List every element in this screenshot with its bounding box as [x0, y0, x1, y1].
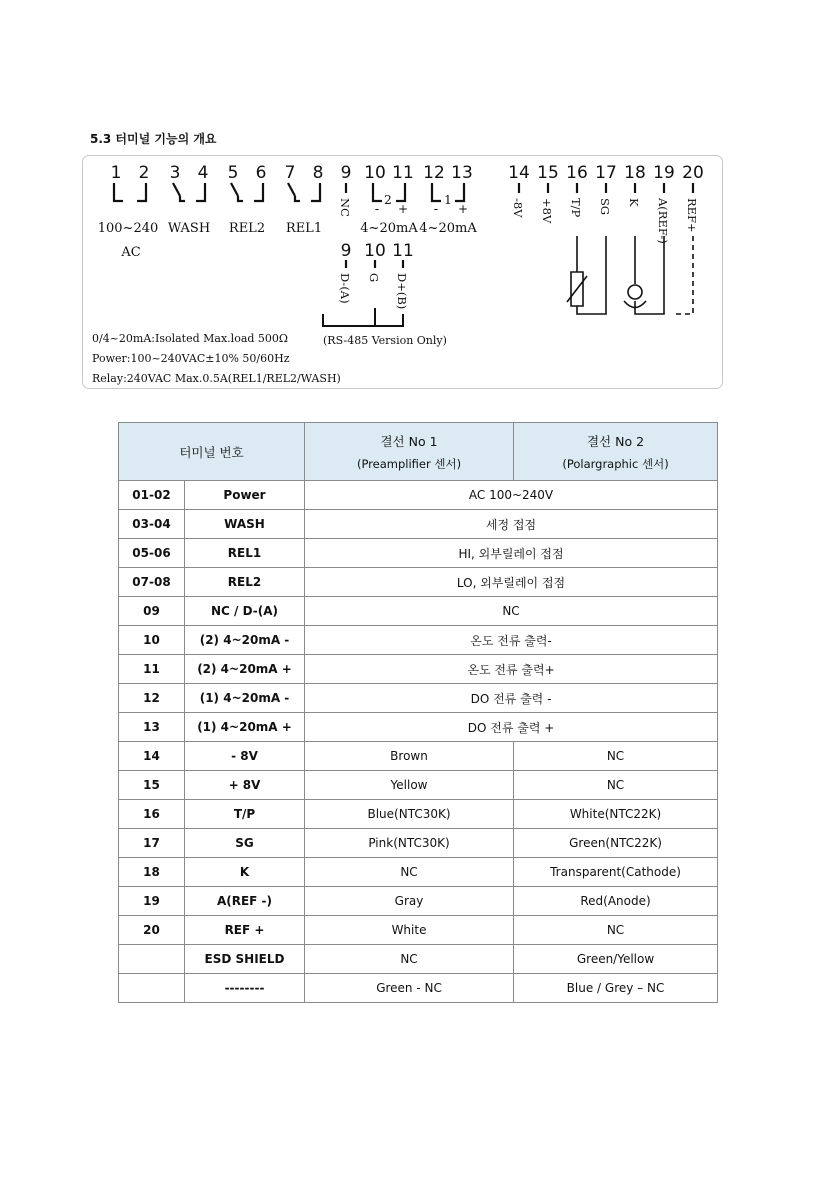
wiring-no1: NC — [305, 945, 514, 974]
terminal-number-label: 11 — [392, 163, 414, 183]
table-row — [119, 684, 718, 713]
terminal-number-label: 16 — [566, 163, 588, 183]
group-label: - — [433, 202, 439, 217]
header-col1-sub: (Preamplifier 센서) — [356, 456, 462, 471]
terminal-symbol — [137, 183, 146, 201]
group-label: 4~20mA — [360, 221, 418, 236]
table-row — [119, 626, 718, 655]
terminal-number: 20 — [119, 916, 185, 945]
table-row — [119, 916, 718, 945]
rs485-number: 11 — [392, 241, 414, 261]
terminal-symbol — [173, 183, 185, 201]
header-col2 — [514, 423, 718, 481]
wiring-no2: Green(NTC22K) — [514, 829, 718, 858]
terminal-name: (1) 4~20mA + — [185, 713, 305, 742]
terminal-function-label: A(REF-) — [656, 198, 670, 244]
terminal-number: 14 — [119, 742, 185, 771]
header-terminal: 터미널 번호 — [119, 423, 305, 481]
terminal-number: 16 — [119, 800, 185, 829]
electrode — [628, 285, 642, 299]
terminal-number-label: 12 — [423, 163, 445, 183]
wiring-no2: Transparent(Cathode) — [514, 858, 718, 887]
terminal-number: 17 — [119, 829, 185, 858]
table-row — [119, 742, 718, 771]
terminal-number — [119, 974, 185, 1003]
wire — [673, 236, 693, 314]
terminal-number: 07-08 — [119, 568, 185, 597]
terminal-name: ESD SHIELD — [185, 945, 305, 974]
terminal-symbol — [373, 183, 382, 201]
terminal-number-label: 5 — [227, 163, 239, 183]
terminal-name: REL2 — [185, 568, 305, 597]
terminal-name: + 8V — [185, 771, 305, 800]
rs485-block — [323, 241, 447, 347]
table-row — [119, 597, 718, 626]
terminal-symbol — [432, 183, 441, 201]
terminal-function: DO 전류 출력 - — [305, 684, 718, 713]
terminal-number-row — [111, 163, 704, 183]
wiring-no2: NC — [514, 771, 718, 800]
terminal-symbol — [254, 183, 263, 201]
terminal-number: 01-02 — [119, 481, 185, 510]
terminal-symbol — [114, 183, 123, 201]
table-row — [119, 510, 718, 539]
terminal-name: (1) 4~20mA - — [185, 684, 305, 713]
group-label: + — [397, 202, 409, 216]
group-label: 2 — [384, 193, 392, 207]
terminal-number: 13 — [119, 713, 185, 742]
wiring-no1: Green - NC — [305, 974, 514, 1003]
table-row — [119, 568, 718, 597]
table-row — [119, 771, 718, 800]
group-label: + — [457, 202, 469, 216]
rs485-bracket — [323, 314, 403, 326]
terminal-symbol — [311, 183, 320, 201]
wiring-no1: Yellow — [305, 771, 514, 800]
terminal-function: 온도 전류 출력- — [305, 626, 718, 655]
terminal-function: AC 100~240V — [305, 481, 718, 510]
wire — [635, 236, 664, 314]
rs485-label: G — [367, 273, 381, 283]
spec-note: Relay:240VAC Max.0.5A(REL1/REL2/WASH) — [92, 372, 341, 385]
terminal-name: Power — [185, 481, 305, 510]
wiring-no2: Blue / Grey – NC — [514, 974, 718, 1003]
terminal-name: - 8V — [185, 742, 305, 771]
terminal-number-label: 15 — [537, 163, 559, 183]
terminal-number-label: 3 — [169, 163, 181, 183]
terminal-number-label: 9 — [340, 163, 352, 183]
terminal-name: WASH — [185, 510, 305, 539]
terminal-name: -------- — [185, 974, 305, 1003]
table-row — [119, 800, 718, 829]
terminal-number-label: 7 — [284, 163, 296, 183]
section-title: 5.3 터미널 기능의 개요 — [90, 132, 217, 146]
terminal-function-label: SG — [598, 198, 612, 216]
group-label: 1 — [444, 193, 452, 207]
terminal-number: 12 — [119, 684, 185, 713]
terminal-symbol — [231, 183, 243, 201]
table-row — [119, 974, 718, 1003]
terminal-name: T/P — [185, 800, 305, 829]
terminal-function-label: T/P — [569, 198, 583, 218]
terminal-symbol — [196, 183, 205, 201]
table-row — [119, 481, 718, 510]
terminal-number: 15 — [119, 771, 185, 800]
terminal-name: K — [185, 858, 305, 887]
terminal-function-label: K — [627, 198, 641, 207]
table-row — [119, 945, 718, 974]
terminal-number — [119, 945, 185, 974]
terminal-number-label: 13 — [451, 163, 473, 183]
terminal-table — [118, 422, 718, 1003]
terminal-function: 온도 전류 출력+ — [305, 655, 718, 684]
group-label: - — [374, 202, 380, 217]
group-label: WASH — [167, 221, 211, 236]
terminal-function-label: REF+ — [685, 198, 699, 233]
terminal-number-label: 20 — [682, 163, 704, 183]
terminal-name: (2) 4~20mA + — [185, 655, 305, 684]
terminal-number-label: 6 — [255, 163, 267, 183]
terminal-name: A(REF -) — [185, 887, 305, 916]
header-col1 — [305, 423, 514, 481]
terminal-number: 10 — [119, 626, 185, 655]
wiring-no2: NC — [514, 916, 718, 945]
terminal-number-label: 10 — [364, 163, 386, 183]
terminal-number-label: 17 — [595, 163, 617, 183]
wiring-no1: White — [305, 916, 514, 945]
table-row — [119, 713, 718, 742]
wiring-no2: NC — [514, 742, 718, 771]
wiring-no2: Green/Yellow — [514, 945, 718, 974]
terminal-number-label: 4 — [197, 163, 209, 183]
terminal-wiring-diagram — [82, 155, 723, 389]
terminal-diagram-svg — [83, 156, 722, 388]
terminal-number: 05-06 — [119, 539, 185, 568]
terminal-function-label: +8V — [540, 198, 554, 224]
rs485-number: 9 — [340, 241, 352, 261]
group-label: REL1 — [285, 221, 323, 236]
terminal-function-label: -8V — [511, 198, 525, 218]
terminal-symbol — [396, 183, 405, 201]
terminal-number-label: 8 — [312, 163, 324, 183]
spec-notes — [92, 332, 341, 385]
rs485-label: D-(A) — [338, 273, 352, 304]
terminal-function: HI, 외부릴레이 접점 — [305, 539, 718, 568]
wiring-no2: White(NTC22K) — [514, 800, 718, 829]
wiring-no1: Gray — [305, 887, 514, 916]
terminal-function: NC — [305, 597, 718, 626]
terminal-number: 11 — [119, 655, 185, 684]
terminal-number-label: 2 — [138, 163, 150, 183]
wire — [577, 236, 606, 314]
wiring-no1: Pink(NTC30K) — [305, 829, 514, 858]
spec-note: 0/4~20mA:Isolated Max.load 500Ω — [92, 332, 289, 345]
wiring-no1: Blue(NTC30K) — [305, 800, 514, 829]
terminal-number: 03-04 — [119, 510, 185, 539]
terminal-number-label: 14 — [508, 163, 530, 183]
terminal-number-label: 18 — [624, 163, 646, 183]
table-row — [119, 829, 718, 858]
terminal-function: LO, 외부릴레이 접점 — [305, 568, 718, 597]
terminal-function: 세정 접점 — [305, 510, 718, 539]
terminal-function: DO 전류 출력 + — [305, 713, 718, 742]
terminal-number: 19 — [119, 887, 185, 916]
group-label: AC — [121, 245, 141, 260]
header-col2-title: 결선 No 2 — [586, 433, 645, 449]
table-row — [119, 539, 718, 568]
terminal-number: 09 — [119, 597, 185, 626]
group-label: 4~20mA — [419, 221, 477, 236]
wiring-no2: Red(Anode) — [514, 887, 718, 916]
wiring-no1: NC — [305, 858, 514, 887]
table-row — [119, 655, 718, 684]
terminal-name: (2) 4~20mA - — [185, 626, 305, 655]
rs485-number: 10 — [364, 241, 386, 261]
group-label: NC — [338, 198, 352, 217]
terminal-name: NC / D-(A) — [185, 597, 305, 626]
terminal-number-label: 1 — [110, 163, 122, 183]
wiring-no1: Brown — [305, 742, 514, 771]
header-col1-title: 결선 No 1 — [380, 433, 438, 449]
wire — [567, 276, 587, 302]
terminal-symbol — [288, 183, 300, 201]
spec-note: Power:100~240VAC±10% 50/60Hz — [92, 352, 290, 365]
terminal-name: SG — [185, 829, 305, 858]
terminal-number: 18 — [119, 858, 185, 887]
sensor-wiring — [567, 236, 693, 314]
terminal-name: REF + — [185, 916, 305, 945]
terminal-symbol — [455, 183, 464, 201]
rs485-label: D+(B) — [395, 273, 409, 310]
terminal-number-label: 19 — [653, 163, 675, 183]
header-col2-sub: (Polargraphic 센서) — [562, 456, 669, 471]
group-label: 100~240 — [97, 221, 159, 236]
rs485-caption: (RS-485 Version Only) — [323, 334, 447, 347]
table-row — [119, 887, 718, 916]
table-row — [119, 858, 718, 887]
group-label: REL2 — [228, 221, 266, 236]
terminal-name: REL1 — [185, 539, 305, 568]
